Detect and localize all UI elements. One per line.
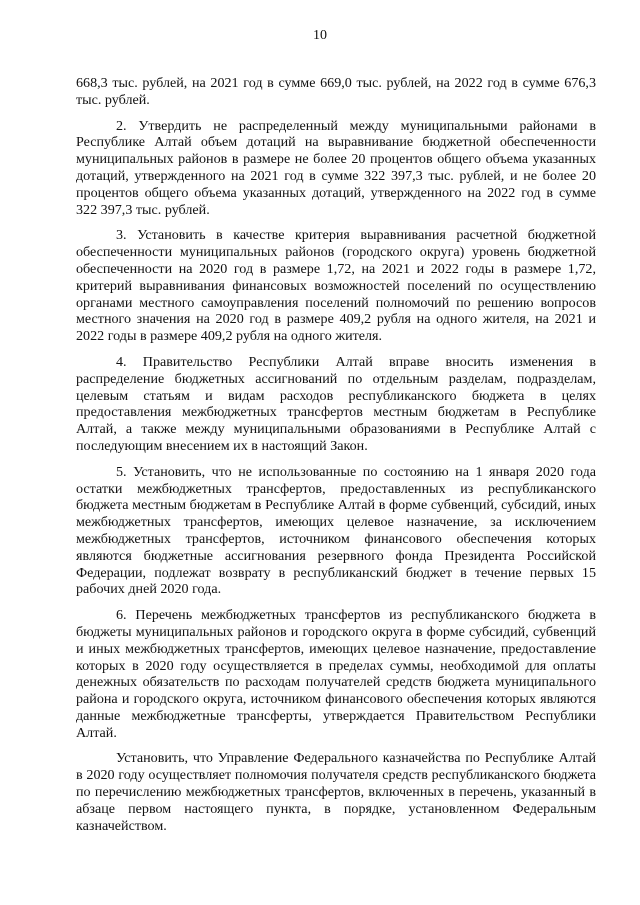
paragraph-continuation: 668,3 тыс. рублей, на 2021 год в сумме 669,0 тыс. рублей, на 2022 год в сумме 676,3 тыс. рублей. — [76, 75, 596, 108]
paragraph-item-6-second: Установить, что Управление Федерального казначейства по Республике Алтай в 2020 году осуществляет полномочия получателя средств республиканского бюджета по перечислению межбюджетных трансфертов, включенных в перечень, указанный в абзаце первом настоящего пункта, в порядке, установленном Федеральным казначейством. — [76, 750, 596, 834]
document-body — [76, 75, 596, 843]
paragraph-item-4: 4. Правительство Республики Алтай вправе вносить изменения в распределение бюджетных ассигнований по отдельным разделам, подразделам, целевым статьям и видам расходов республиканского бюджета в целях предоставления межбюджетных трансфертов местным бюджетам в Республике Алтай, а также между муниципальными образованиями в Республике Алтай с последующим внесением их в настоящий Закон. — [76, 353, 596, 454]
page-number: 10 — [313, 28, 327, 43]
paragraph-item-6: 6. Перечень межбюджетных трансфертов из республиканского бюджета в бюджеты муниципальных районов и городского округа в форме субсидий, субвенций и иных межбюджетных трансфертов, имеющих целевое назначение, предоставление которых в 2020 году осуществляется в пределах суммы, необходимой для оплаты денежных обязательств по расходам получателей средств бюджета муниципального района и городского округа, источником финансового обеспечения которых являются данные межбюджетные трансферты, утверждается Правительством Республики Алтай. — [76, 607, 596, 741]
paragraph-item-5: 5. Установить, что не использованные по состоянию на 1 января 2020 года остатки межбюджетных трансфертов, предоставленных из республиканского бюджета местным бюджетам в Республике Алтай в форме субвенций, субсидий, иных межбюджетных трансфертов, имеющих целевое назначение, за исключением межбюджетных трансфертов, источником финансового обеспечения которых являются бюджетные ассигнования резервного фонда Президента Российской Федерации, подлежат возврату в республиканский бюджет в течение первых 15 рабочих дней 2020 года. — [76, 463, 596, 598]
paragraph-item-2: 2. Утвердить не распределенный между муниципальными районами в Республике Алтай объем дотаций на выравнивание бюджетной обеспеченности муниципальных районов в размере не более 20 процентов общего объема указанных дотаций, утвержденного на 2021 год в сумме 322 397,3 тыс. рублей, и не более 20 процентов общего объема указанных дотаций, утвержденного на 2022 год в сумме 322 397,3 тыс. рублей. — [76, 117, 596, 218]
paragraph-item-3: 3. Установить в качестве критерия выравнивания расчетной бюджетной обеспеченности муниципальных районов (городского округа) уровень бюджетной обеспеченности на 2020 год в размере 1,72, на 2021 и 2022 годы в размере 1,72, критерий выравнивания финансовых возможностей поселений по осуществлению органами местного самоуправления поселений полномочий по решению вопросов местного значения на 2020 год в размере 409,2 рубля на одного жителя, на 2021 и 2022 годы в размере 409,2 рубля на одного жителя. — [76, 227, 596, 345]
